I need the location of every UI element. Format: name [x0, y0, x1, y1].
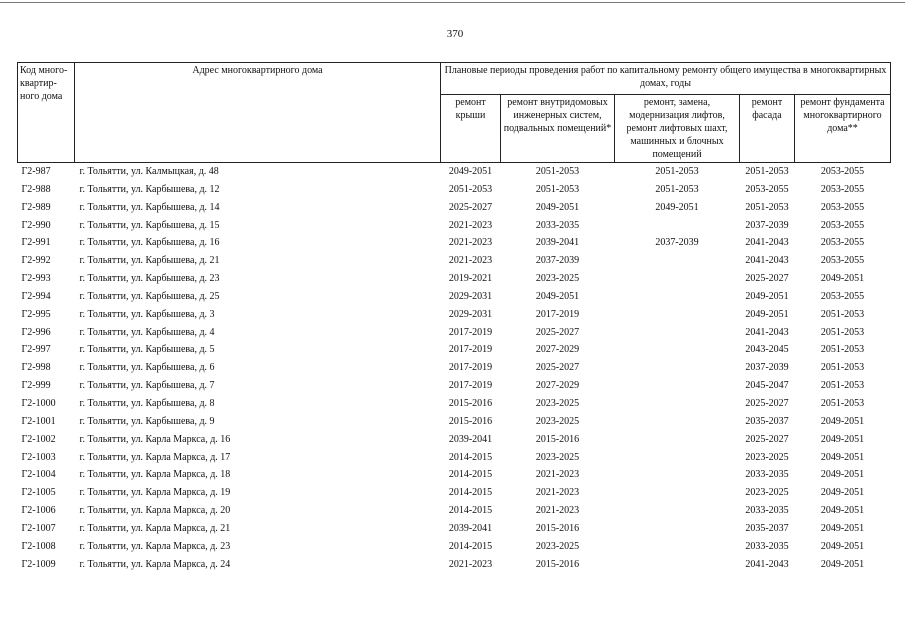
table-row: [18, 431, 891, 449]
cell-facade: 2051-2053: [745, 201, 789, 213]
cell-roof: 2014-2015: [448, 469, 493, 481]
cell-foundation: 2049-2051: [820, 540, 865, 552]
cell-foundation: 2053-2055: [820, 219, 865, 231]
cell-address: г. Тольятти, ул. Карбышева, д. 7: [79, 380, 215, 392]
cell-lifts: [615, 520, 740, 538]
cell-address: г. Тольятти, ул. Карбышева, д. 25: [79, 290, 220, 302]
cell-engineering: 2039-2041: [535, 237, 580, 249]
cell-engineering: 2025-2027: [535, 362, 580, 374]
cell-lifts: [615, 288, 740, 306]
cell-foundation: 2049-2051: [820, 415, 865, 427]
cell-code: Г2-1008: [21, 540, 56, 552]
header-foundation: ремонт фундамента многоквартирного дома**: [795, 95, 891, 163]
cell-engineering: 2037-2039: [535, 255, 580, 267]
cell-code: Г2-998: [21, 362, 51, 374]
cell-facade: 2053-2055: [745, 183, 789, 195]
cell-code: Г2-989: [21, 201, 51, 213]
cell-facade: 2025-2027: [745, 433, 789, 445]
cell-lifts: [615, 324, 740, 342]
cell-lifts: [615, 484, 740, 502]
cell-address: г. Тольятти, ул. Карбышева, д. 6: [79, 362, 215, 374]
cell-facade: 2051-2053: [745, 166, 789, 177]
cell-facade: 2041-2043: [745, 255, 789, 267]
table-row: [18, 324, 891, 342]
table-row: [18, 199, 891, 217]
cell-facade: 2035-2037: [745, 522, 789, 534]
cell-foundation: 2051-2053: [820, 308, 865, 320]
cell-roof: 2017-2019: [448, 380, 493, 392]
cell-address: г. Тольятти, ул. Калмыцкая, д. 48: [79, 166, 219, 177]
cell-code: Г2-1002: [21, 433, 56, 445]
cell-lifts: [615, 359, 740, 377]
cell-facade: 2033-2035: [745, 469, 789, 481]
cell-address: г. Тольятти, ул. Карбышева, д. 16: [79, 237, 220, 249]
table-row: [18, 252, 891, 270]
cell-engineering: 2023-2025: [535, 273, 580, 285]
cell-foundation: 2053-2055: [820, 237, 865, 249]
cell-engineering: 2051-2053: [535, 166, 580, 177]
cell-lifts: [615, 466, 740, 484]
cell-roof: 2021-2023: [448, 255, 493, 267]
cell-roof: 2019-2021: [448, 273, 493, 285]
cell-engineering: 2051-2053: [535, 183, 580, 195]
cell-lifts: [615, 413, 740, 431]
cell-facade: 2025-2027: [745, 397, 789, 409]
cell-facade: 2037-2039: [745, 362, 789, 374]
cell-foundation: 2051-2053: [820, 344, 865, 356]
cell-address: г. Тольятти, ул. Карла Маркса, д. 23: [79, 540, 231, 552]
cell-facade: 2041-2043: [745, 237, 789, 249]
cell-engineering: 2023-2025: [535, 397, 580, 409]
cell-facade: 2041-2043: [745, 326, 789, 338]
table-row: [18, 234, 891, 252]
cell-code: Г2-996: [21, 326, 51, 338]
cell-code: Г2-990: [21, 219, 51, 231]
cell-address: г. Тольятти, ул. Карла Маркса, д. 24: [79, 558, 231, 570]
cell-roof: 2029-2031: [448, 308, 493, 320]
cell-code: Г2-997: [21, 344, 51, 356]
cell-roof: 2039-2041: [448, 522, 493, 534]
table-row: [18, 359, 891, 377]
cell-engineering: 2015-2016: [535, 433, 580, 445]
cell-facade: 2043-2045: [745, 344, 789, 356]
cell-roof: 2021-2023: [448, 237, 493, 249]
table-row: [18, 341, 891, 359]
cell-address: г. Тольятти, ул. Карбышева, д. 4: [79, 326, 215, 338]
cell-roof: 2015-2016: [448, 415, 493, 427]
cell-engineering: 2049-2051: [535, 290, 580, 302]
table-row: [18, 538, 891, 556]
table-row: [18, 288, 891, 306]
cell-foundation: 2053-2055: [820, 290, 865, 302]
cell-address: г. Тольятти, ул. Карбышева, д. 12: [79, 183, 220, 195]
cell-roof: 2021-2023: [448, 219, 493, 231]
cell-code: Г2-994: [21, 290, 51, 302]
cell-foundation: 2049-2051: [820, 469, 865, 481]
cell-facade: 2033-2035: [745, 505, 789, 517]
cell-roof: 2017-2019: [448, 344, 493, 356]
cell-lifts: [615, 377, 740, 395]
cell-engineering: 2023-2025: [535, 540, 580, 552]
header-engineering: ремонт внутридомовых инженерных систем, подвальных помещений*: [501, 95, 615, 163]
cell-code: Г2-1005: [21, 487, 56, 499]
cell-lifts: [615, 395, 740, 413]
cell-foundation: 2053-2055: [820, 183, 865, 195]
cell-code: Г2-1006: [21, 505, 56, 517]
cell-address: г. Тольятти, ул. Карбышева, д. 5: [79, 344, 215, 356]
cell-foundation: 2053-2055: [820, 201, 865, 213]
cell-foundation: 2049-2051: [820, 433, 865, 445]
cell-engineering: 2033-2035: [535, 219, 580, 231]
cell-facade: 2035-2037: [745, 415, 789, 427]
cell-engineering: 2021-2023: [535, 469, 580, 481]
cell-foundation: 2051-2053: [820, 362, 865, 374]
top-border-line: [0, 2, 905, 3]
table-row: [18, 377, 891, 395]
cell-roof: 2014-2015: [448, 451, 493, 463]
cell-roof: 2017-2019: [448, 326, 493, 338]
cell-engineering: 2015-2016: [535, 522, 580, 534]
capital-repair-table: [17, 62, 891, 573]
cell-address: г. Тольятти, ул. Карбышева, д. 14: [79, 201, 220, 213]
cell-lifts: 2037-2039: [655, 237, 699, 249]
cell-engineering: 2027-2029: [535, 344, 580, 356]
table-row: [18, 270, 891, 288]
cell-lifts: [615, 270, 740, 288]
header-roof: ремонт крыши: [441, 95, 501, 163]
cell-engineering: 2025-2027: [535, 326, 580, 338]
cell-lifts: [615, 431, 740, 449]
cell-code: Г2-992: [21, 255, 51, 267]
cell-foundation: 2051-2053: [820, 397, 865, 409]
cell-roof: 2014-2015: [448, 540, 493, 552]
cell-address: г. Тольятти, ул. Карбышева, д. 9: [79, 415, 215, 427]
cell-address: г. Тольятти, ул. Карла Маркса, д. 19: [79, 487, 231, 499]
cell-code: Г2-1009: [21, 558, 56, 570]
table-row: [18, 181, 891, 199]
cell-lifts: [615, 538, 740, 556]
table-row: [18, 556, 891, 574]
cell-code: Г2-1007: [21, 522, 56, 534]
header-facade: ремонт фасада: [740, 95, 795, 163]
table-row: [18, 163, 891, 181]
header-periods: Плановые периоды проведения работ по капитальному ремонту общего имущества в многоквартирных домах, годы: [441, 63, 891, 95]
cell-code: Г2-999: [21, 380, 51, 392]
cell-code: Г2-1000: [21, 397, 56, 409]
cell-lifts: [615, 556, 740, 574]
cell-facade: 2037-2039: [745, 219, 789, 231]
cell-facade: 2023-2025: [745, 451, 789, 463]
table-row: [18, 484, 891, 502]
table-row: [18, 520, 891, 538]
cell-foundation: 2049-2051: [820, 558, 865, 570]
cell-foundation: 2051-2053: [820, 326, 865, 338]
cell-roof: 2014-2015: [448, 505, 493, 517]
page-number: 370: [446, 28, 464, 40]
cell-lifts: [615, 341, 740, 359]
cell-engineering: 2017-2019: [535, 308, 580, 320]
cell-foundation: 2049-2051: [820, 273, 865, 285]
cell-lifts: 2051-2053: [655, 166, 699, 177]
cell-engineering: 2023-2025: [535, 415, 580, 427]
cell-lifts: [615, 252, 740, 270]
cell-engineering: 2023-2025: [535, 451, 580, 463]
cell-code: Г2-991: [21, 237, 51, 249]
cell-roof: 2021-2023: [448, 558, 493, 570]
cell-foundation: 2053-2055: [820, 166, 865, 177]
cell-address: г. Тольятти, ул. Карла Маркса, д. 20: [79, 505, 231, 517]
cell-foundation: 2049-2051: [820, 451, 865, 463]
cell-lifts: 2049-2051: [655, 201, 699, 213]
cell-engineering: 2015-2016: [535, 558, 580, 570]
cell-roof: 2051-2053: [448, 183, 493, 195]
cell-roof: 2025-2027: [448, 201, 493, 213]
cell-roof: 2029-2031: [448, 290, 493, 302]
table-row: [18, 449, 891, 467]
cell-facade: 2025-2027: [745, 273, 789, 285]
cell-lifts: [615, 306, 740, 324]
cell-roof: 2015-2016: [448, 397, 493, 409]
cell-address: г. Тольятти, ул. Карла Маркса, д. 21: [79, 522, 231, 534]
cell-facade: 2049-2051: [745, 308, 789, 320]
cell-code: Г2-1003: [21, 451, 56, 463]
cell-foundation: 2049-2051: [820, 487, 865, 499]
cell-lifts: [615, 217, 740, 235]
table-row: [18, 413, 891, 431]
cell-code: Г2-988: [21, 183, 51, 195]
cell-lifts: 2051-2053: [655, 183, 699, 195]
cell-address: г. Тольятти, ул. Карбышева, д. 3: [79, 308, 215, 320]
table-row: [18, 395, 891, 413]
header-address: Адрес многоквартирного дома: [75, 63, 441, 163]
cell-foundation: 2049-2051: [820, 522, 865, 534]
header-code: Код много-квартир-ного дома: [18, 63, 75, 163]
cell-address: г. Тольятти, ул. Карбышева, д. 23: [79, 273, 220, 285]
cell-facade: 2045-2047: [745, 380, 789, 392]
cell-address: г. Тольятти, ул. Карбышева, д. 21: [79, 255, 220, 267]
cell-address: г. Тольятти, ул. Карла Маркса, д. 17: [79, 451, 231, 463]
cell-engineering: 2021-2023: [535, 505, 580, 517]
cell-address: г. Тольятти, ул. Карбышева, д. 8: [79, 397, 215, 409]
cell-roof: 2014-2015: [448, 487, 493, 499]
cell-code: Г2-1004: [21, 469, 56, 481]
table-row: [18, 466, 891, 484]
cell-code: Г2-993: [21, 273, 51, 285]
cell-facade: 2049-2051: [745, 290, 789, 302]
cell-code: Г2-1001: [21, 415, 56, 427]
table-row: [18, 502, 891, 520]
cell-facade: 2041-2043: [745, 558, 789, 570]
table-row: [18, 306, 891, 324]
cell-facade: 2033-2035: [745, 540, 789, 552]
cell-foundation: 2051-2053: [820, 380, 865, 392]
cell-foundation: 2053-2055: [820, 255, 865, 267]
cell-roof: 2039-2041: [448, 433, 493, 445]
header-lifts: ремонт, замена, модернизация лифтов, ремонт лифтовых шахт, машинных и блочных помещений: [615, 95, 740, 163]
table-body: [18, 163, 891, 574]
cell-address: г. Тольятти, ул. Карла Маркса, д. 18: [79, 469, 231, 481]
table-row: [18, 217, 891, 235]
cell-engineering: 2021-2023: [535, 487, 580, 499]
cell-facade: 2023-2025: [745, 487, 789, 499]
cell-code: Г2-995: [21, 308, 51, 320]
cell-roof: 2017-2019: [448, 362, 493, 374]
cell-code: Г2-987: [21, 166, 51, 177]
cell-address: г. Тольятти, ул. Карбышева, д. 15: [79, 219, 220, 231]
cell-address: г. Тольятти, ул. Карла Маркса, д. 16: [79, 433, 231, 445]
cell-foundation: 2049-2051: [820, 505, 865, 517]
cell-lifts: [615, 502, 740, 520]
cell-engineering: 2027-2029: [535, 380, 580, 392]
cell-engineering: 2049-2051: [535, 201, 580, 213]
cell-roof: 2049-2051: [448, 166, 493, 177]
cell-lifts: [615, 449, 740, 467]
